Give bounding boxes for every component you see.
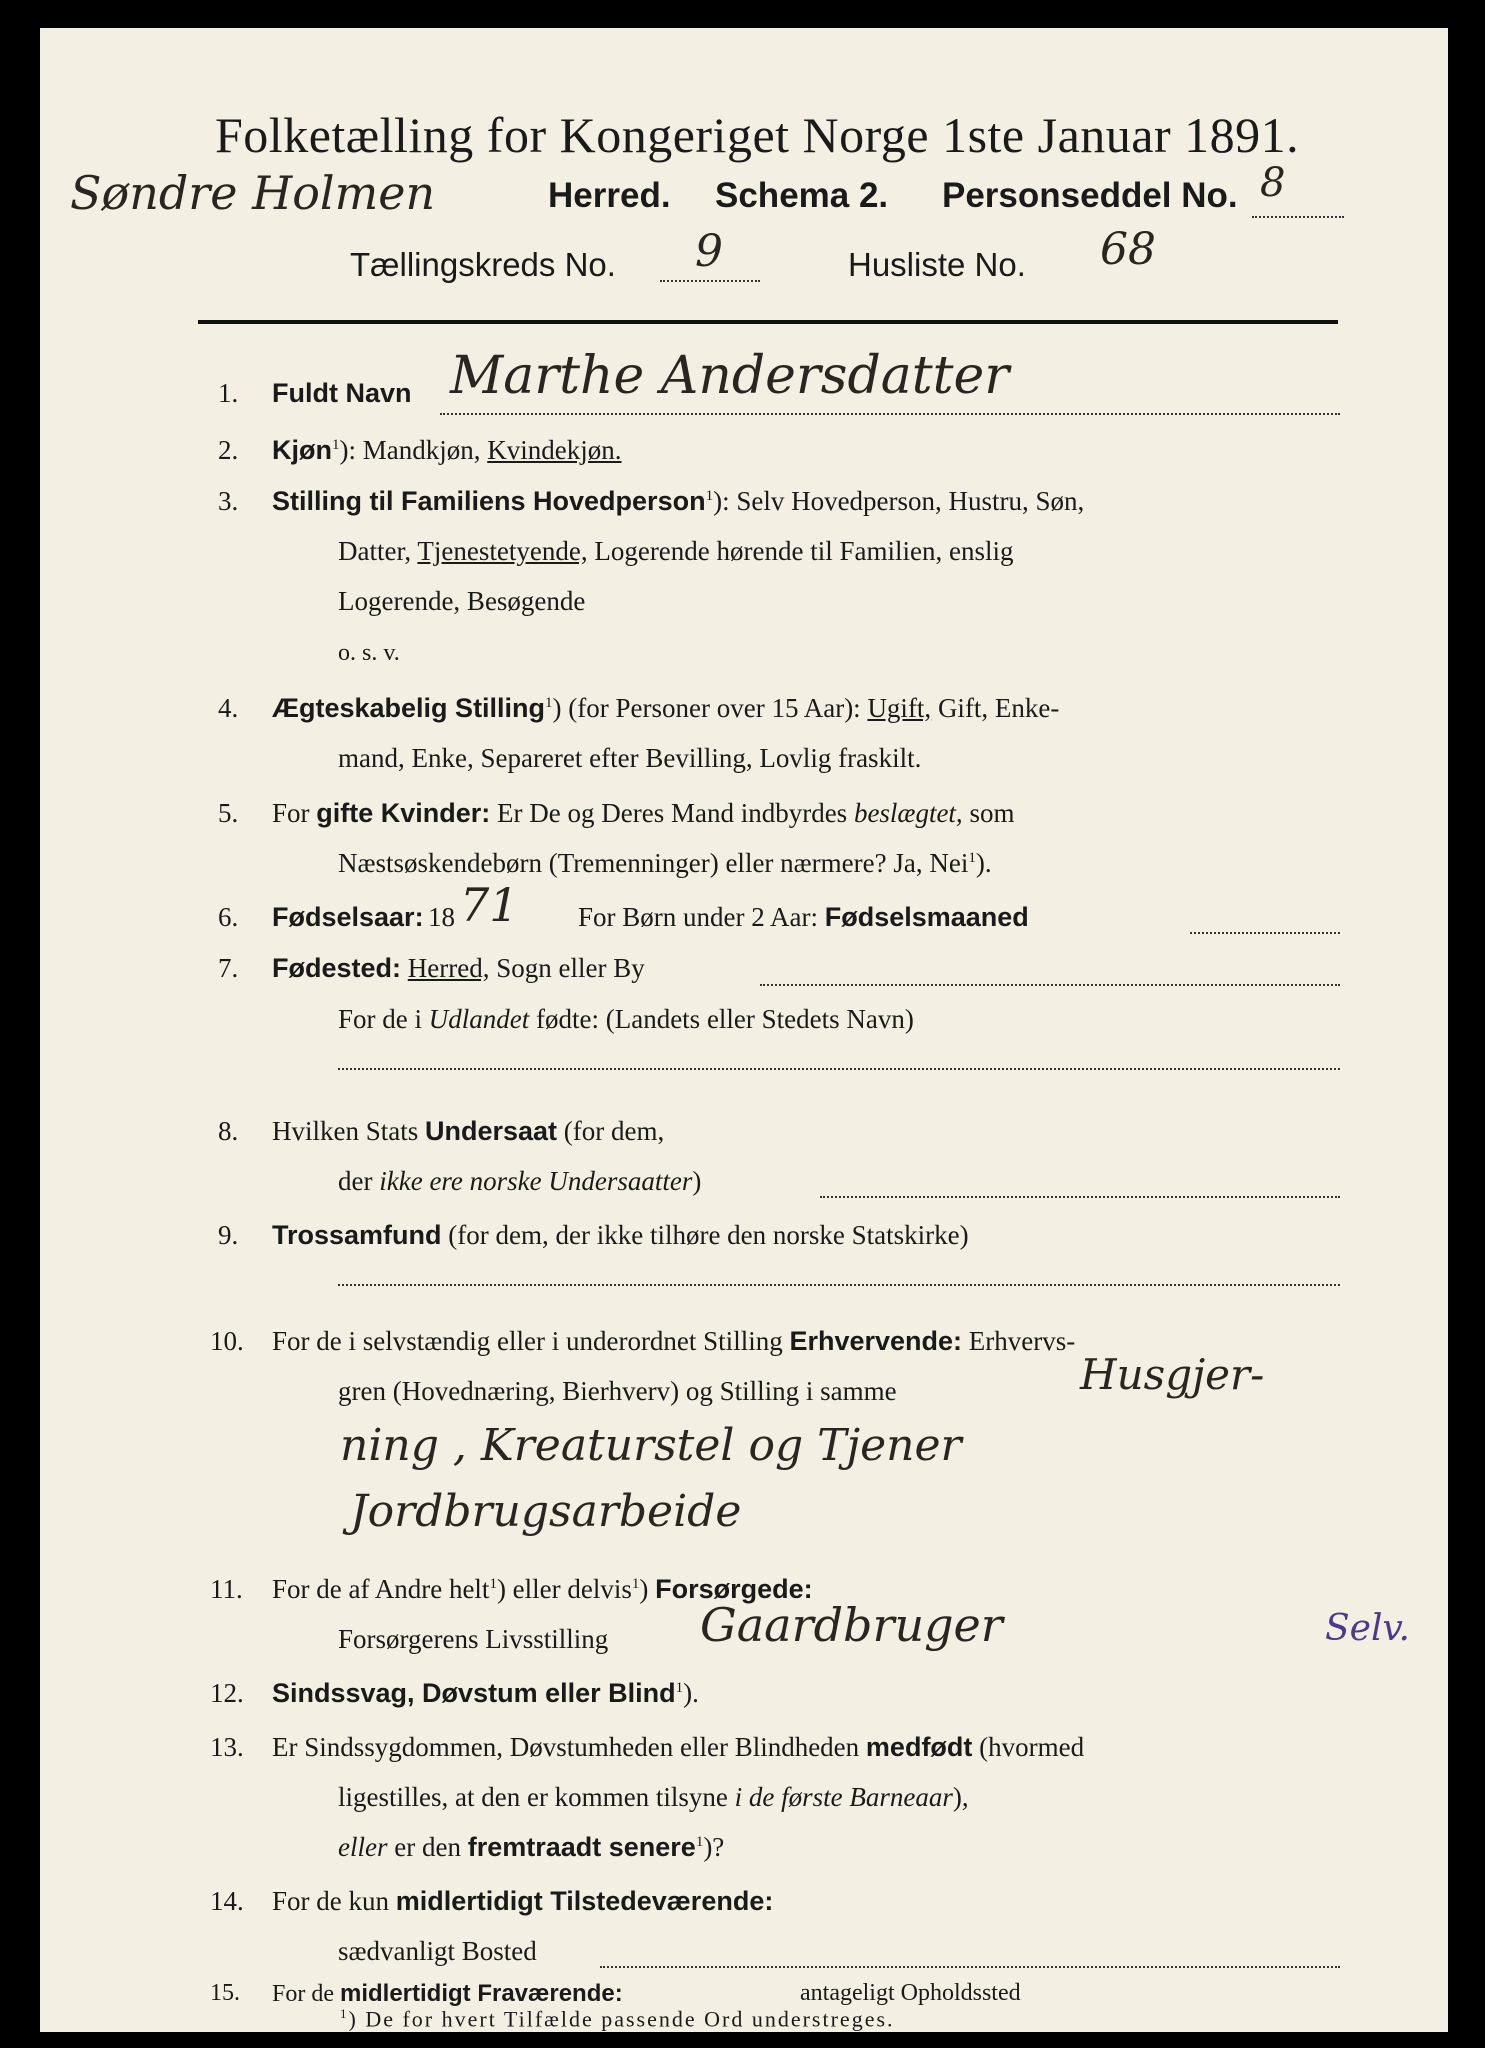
stilling-line3: Logerende, Besøgende xyxy=(338,586,586,616)
item-number: 5. xyxy=(218,798,239,828)
taellingskreds-value: 9 xyxy=(695,226,723,277)
item-number: 7. xyxy=(218,953,239,983)
taellingskreds-label: Tællingskreds No. xyxy=(350,246,616,283)
fuldt-navn-value: Marthe Andersdatter xyxy=(450,346,1010,406)
dotted-line xyxy=(600,1966,1340,1968)
stilling-line4: o. s. v. xyxy=(338,640,400,666)
selected-herred: Herred, xyxy=(407,953,490,983)
footnote: $^1$) De for hvert Tilfælde passende Ord understreges. xyxy=(340,2006,895,2032)
erhverv-answer-1: Husgjer- xyxy=(1080,1350,1265,1399)
schema-label: Schema 2. xyxy=(715,176,889,215)
erhverv-line2: gren (Hovednæring, Bierhverv) og Stilling i samme xyxy=(338,1376,897,1406)
dotted-line xyxy=(760,984,1340,986)
udlandet-row: For de i Udlandet fødte: (Landets eller Stedets Navn) xyxy=(338,1004,914,1034)
dotted-line xyxy=(1252,216,1344,218)
fodselsmaaned-row: For Børn under 2 Aar: Fødselsmaaned xyxy=(578,902,1029,932)
herred-value: Søndre Holmen xyxy=(70,166,436,220)
selected-kvindekjon: Kvindekjøn. xyxy=(487,435,622,465)
item-number: 3. xyxy=(218,486,239,516)
forsorger-answer-violet: Selv. xyxy=(1325,1608,1410,1649)
stilling-row: Stilling til Familiens Hovedperson$^1$): Selv Hovedperson, Hustru, Søn, xyxy=(272,486,1085,516)
opholdssted-line: antageligt Opholdssted xyxy=(800,1980,1021,2006)
item-number: 15. xyxy=(210,1980,240,2006)
forsorger-line2: Forsørgerens Livsstilling xyxy=(338,1624,609,1654)
item-number: 8. xyxy=(218,1116,239,1146)
medfodt-row: Er Sindssygdommen, Døvstumheden eller Blindheden medfødt (hvormed xyxy=(272,1732,1085,1762)
sindssvag-row: Sindssvag, Døvstum eller Blind$^1$). xyxy=(272,1678,699,1708)
husliste-label: Husliste No. xyxy=(848,246,1026,283)
medfodt-line2: ligestilles, at den er kommen tilsyne i de første Barneaar), xyxy=(338,1782,969,1812)
stilling-line2: Datter, Tjenestetyende, Logerende hørende til Familien, enslig xyxy=(338,536,1014,566)
forsorger-answer: Gaardbruger xyxy=(700,1598,1003,1652)
erhverv-answer-3: Jordbrugsarbeide xyxy=(350,1486,742,1537)
item-number: 11. xyxy=(210,1574,243,1604)
item-number: 13. xyxy=(210,1732,244,1762)
selected-tjenestetyende: Tjenestetyende, xyxy=(417,536,588,566)
dotted-line xyxy=(440,413,1340,415)
fodested-row: Fødested: Herred, Sogn eller By xyxy=(272,953,645,983)
undersaat-line2: der ikke ere norske Undersaatter) xyxy=(338,1166,702,1196)
personseddel-label: Personseddel No. xyxy=(942,176,1238,215)
bosted-line: sædvanligt Bosted xyxy=(338,1936,537,1966)
header-rule xyxy=(198,320,1338,324)
tilstede-row: For de kun midlertidigt Tilstedeværende: xyxy=(272,1886,774,1916)
dotted-line xyxy=(820,1196,1340,1198)
item-number: 4. xyxy=(218,693,239,723)
fodselsaar-value: 71 xyxy=(460,878,519,932)
dotted-line xyxy=(660,280,760,282)
gifte-line2: Næstsøskendebørn (Tremenninger) eller nærmere? Ja, Nei$^1$). xyxy=(338,848,992,878)
fodselsaar-label: Fødselsaar: xyxy=(272,902,424,932)
fuldt-navn-label: Fuldt Navn xyxy=(272,378,412,408)
fodselsaar-prefix: 18 xyxy=(428,902,455,932)
erhverv-row: For de i selvstændig eller i underordnet Stilling Erhvervende: Erhvervs- xyxy=(272,1326,1076,1356)
husliste-value: 68 xyxy=(1100,224,1156,275)
item-number: 9. xyxy=(218,1220,239,1250)
dotted-line xyxy=(1190,932,1340,934)
gifte-row: For gifte Kvinder: Er De og Deres Mand indbyrdes beslægtet, som xyxy=(272,798,1015,828)
form-title: Folketælling for Kongeriget Norge 1ste Januar 1891. xyxy=(215,107,1300,163)
selected-ugift: Ugift, xyxy=(867,693,932,723)
undersaat-row: Hvilken Stats Undersaat (for dem, xyxy=(272,1116,665,1146)
forsorgede-row: For de af Andre helt$^1$) eller delvis$^1$) Forsørgede: xyxy=(272,1574,813,1604)
dotted-line xyxy=(338,1284,1340,1286)
item-number: 12. xyxy=(210,1678,244,1708)
item-number: 10. xyxy=(210,1326,244,1356)
item-number: 2. xyxy=(218,435,239,465)
item-number: 6. xyxy=(218,902,239,932)
aegteskab-line2: mand, Enke, Separeret efter Bevilling, Lovlig fraskilt. xyxy=(338,743,922,773)
census-form xyxy=(40,28,1448,2032)
medfodt-line3: eller er den fremtraadt senere$^1$)? xyxy=(338,1832,725,1862)
aegteskab-row: Ægteskabelig Stilling$^1$) (for Personer over 15 Aar): Ugift, Gift, Enke- xyxy=(272,693,1060,723)
fravaerende-row: For de midlertidigt Fraværende: xyxy=(272,1980,623,2007)
personseddel-value: 8 xyxy=(1260,160,1286,206)
dotted-line xyxy=(338,1068,1340,1070)
item-number: 14. xyxy=(210,1886,244,1916)
kjon-row: Kjøn$^1$): Mandkjøn, Kvindekjøn. xyxy=(272,435,622,465)
herred-label: Herred. xyxy=(548,176,671,215)
erhverv-answer-2: ning , Kreaturstel og Tjener xyxy=(340,1420,962,1471)
trossamfund-row: Trossamfund (for dem, der ikke tilhøre den norske Statskirke) xyxy=(272,1220,969,1250)
item-number: 1. xyxy=(218,378,239,408)
